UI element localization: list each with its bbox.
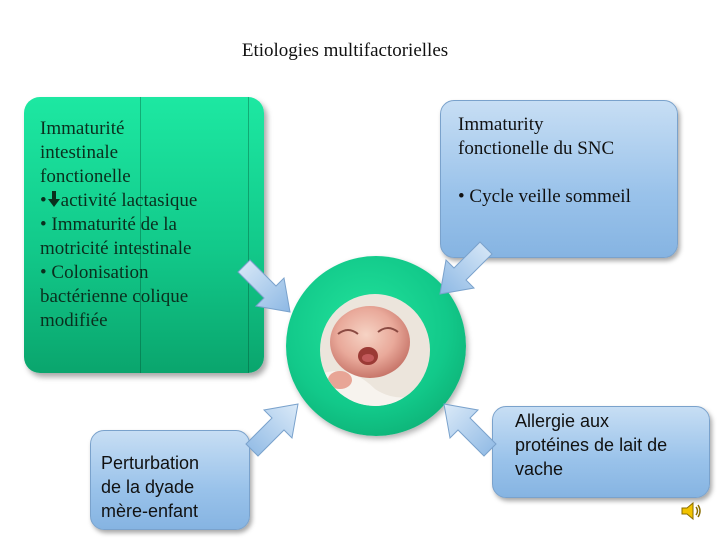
intestinal-immaturity-box [24, 97, 264, 373]
box-line: intestinale [40, 142, 119, 163]
crying-baby-image [320, 294, 430, 406]
divider-line [248, 97, 249, 373]
bullet-cycle-veille-sommeil: • Cycle veille sommeil [458, 186, 631, 207]
box-line: Immaturité [40, 118, 125, 139]
speaker-icon[interactable] [680, 500, 702, 522]
arrow-from-allergie [432, 396, 502, 458]
arrow-from-snc [428, 240, 498, 302]
box-line: mère-enfant [101, 501, 199, 521]
arrow-from-intestinal [232, 258, 302, 320]
box-line: bactérienne colique [40, 286, 189, 307]
box-line: Allergie aux [515, 411, 610, 431]
divider-line [140, 97, 141, 373]
box-line: de la dyade [101, 477, 195, 497]
box-line: fonctionelle du SNC [458, 138, 615, 159]
arrow-from-dyade [240, 396, 310, 458]
dyade-box [90, 430, 250, 530]
snc-immaturity-box [440, 100, 678, 258]
allergie-box [492, 406, 710, 498]
box-line: protéines de lait de [515, 435, 668, 455]
box-line: Immaturity [458, 114, 544, 135]
box-line: motricité intestinale [40, 238, 192, 259]
page-title: Etiologies multifactorielles [241, 40, 449, 61]
box-line: fonctionelle [40, 166, 131, 187]
box-line: vache [515, 459, 564, 479]
box-line: modifiée [40, 310, 108, 331]
box-line: • Colonisation [40, 262, 149, 283]
box-line: Perturbation [101, 453, 200, 473]
box-line: • Immaturité de la [40, 214, 177, 235]
bullet-activite-lactasique: • activité lactasique [40, 190, 198, 211]
down-arrow-icon [47, 190, 61, 208]
